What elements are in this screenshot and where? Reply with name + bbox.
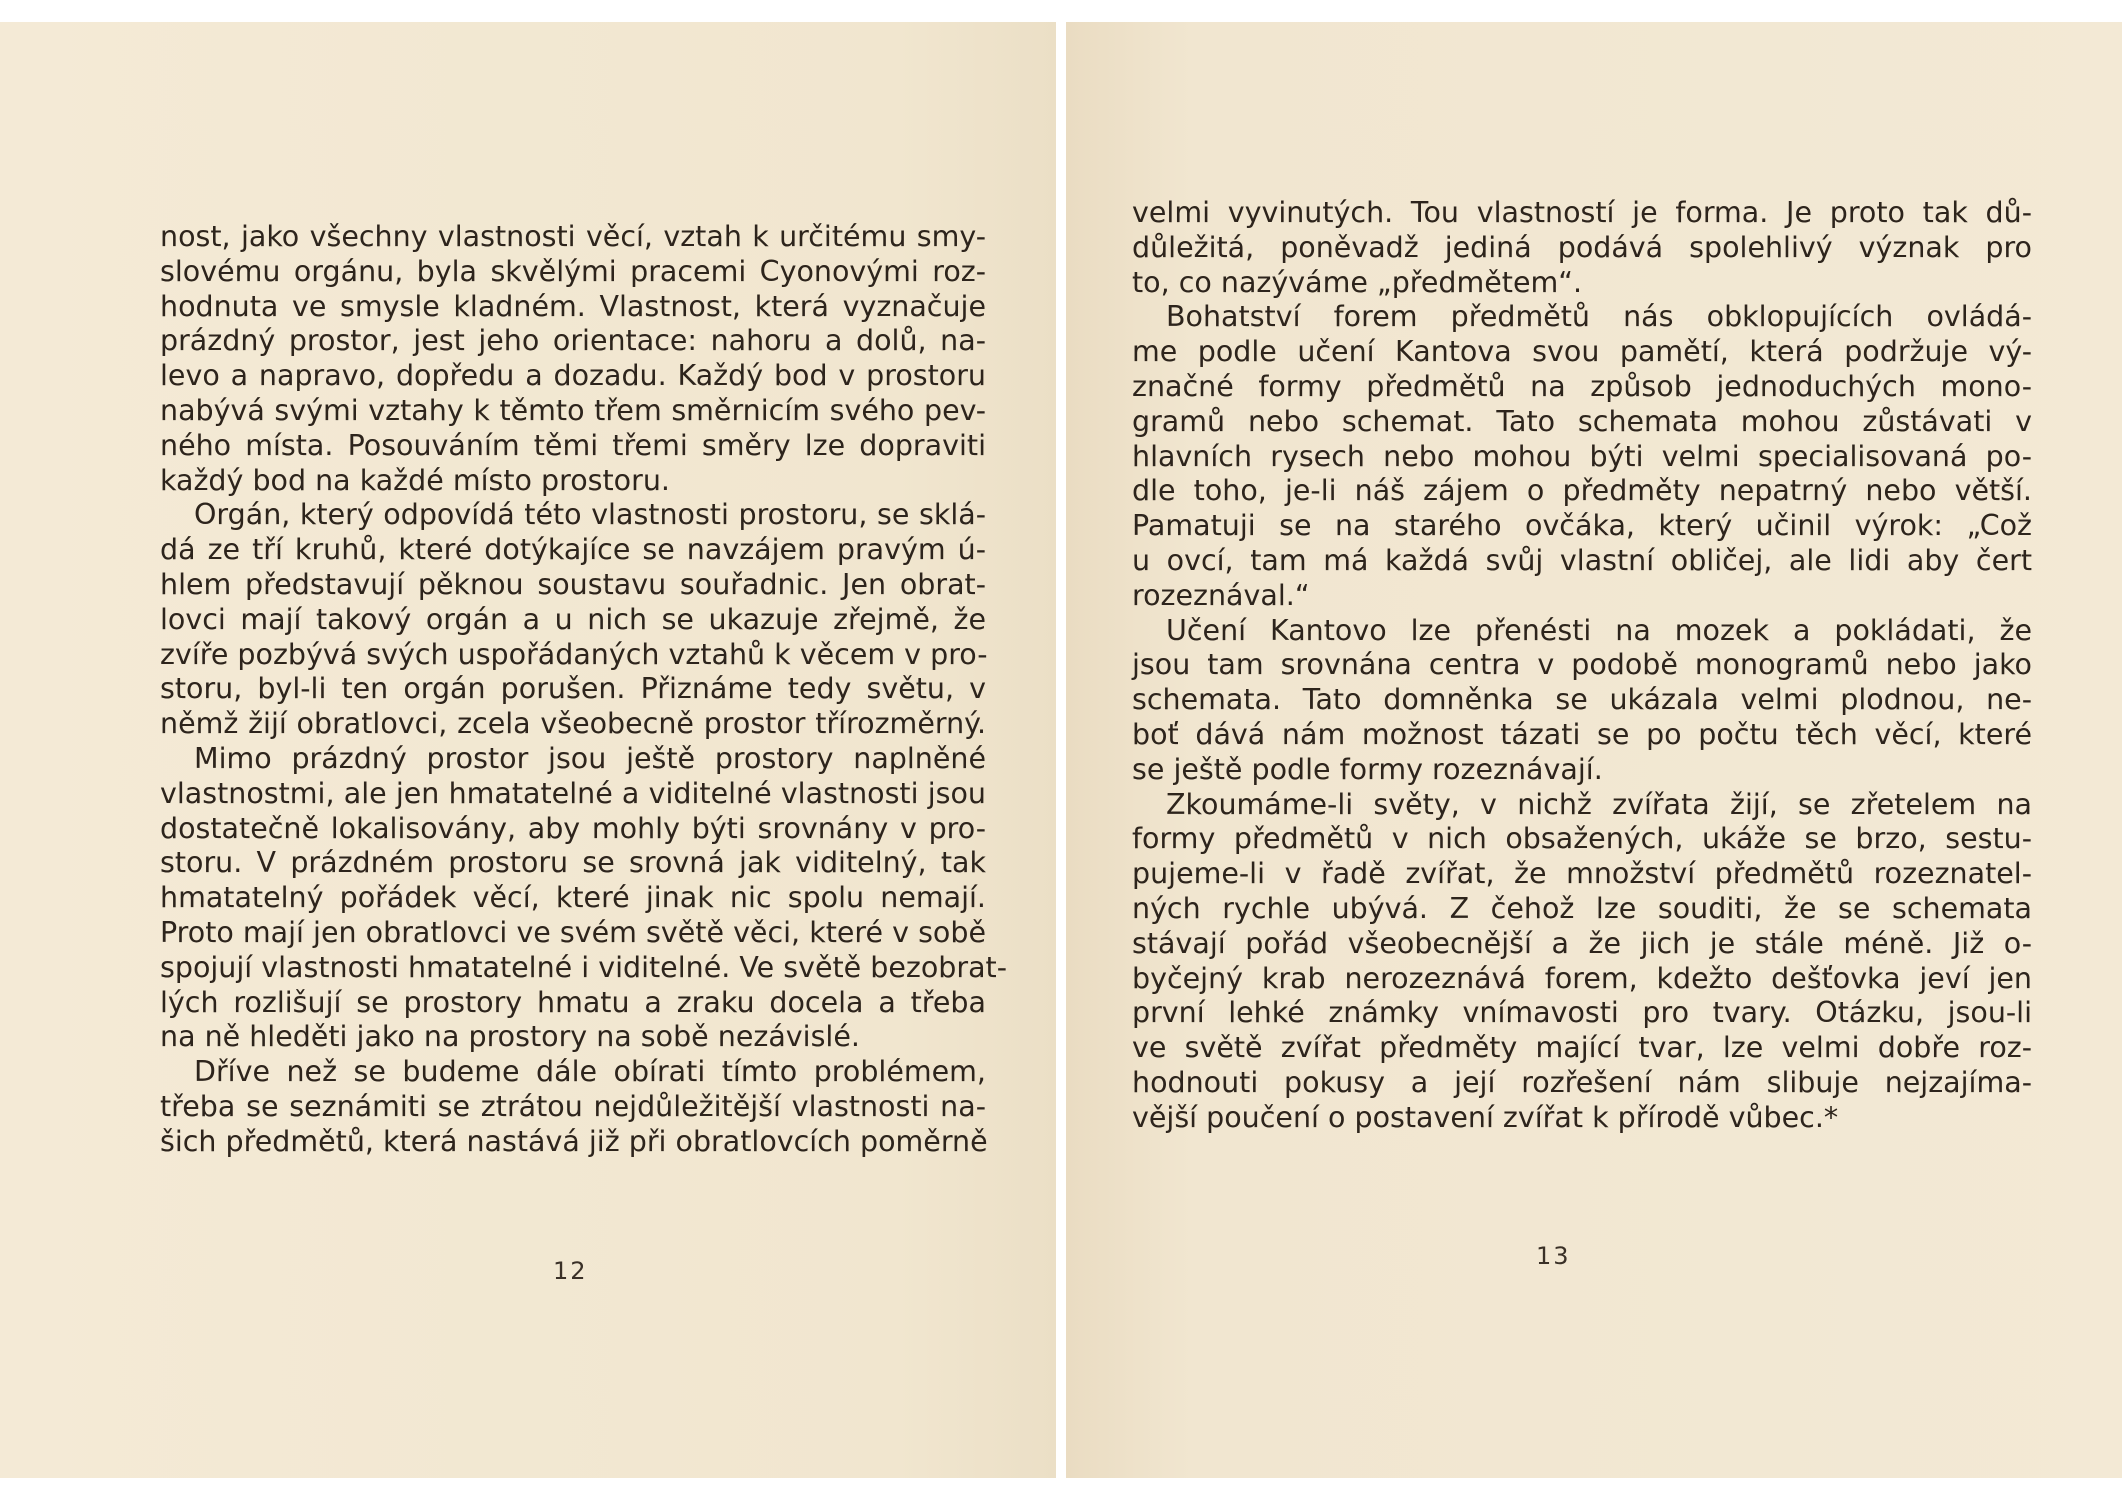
text-line: to, co nazýváme „předmětem“. — [1132, 265, 1583, 299]
text-line: hodnouti pokusy a její rozřešení nám slibuje nejzajíma- — [1132, 1065, 2032, 1099]
text-line: gramů nebo schemat. Tato schemata mohou zůstávati v — [1132, 404, 2032, 438]
text-line: lých rozlišují se prostory hmatu a zraku docela a třeba — [160, 985, 986, 1019]
text-line: spojují vlastnosti hmatatelné i viditelné. Ve světě bezobrat- — [160, 950, 1007, 984]
text-line: Pamatuji se na starého ovčáka, který učinil výrok: „Což — [1132, 509, 2032, 543]
text-line: formy předmětů v nich obsažených, ukáže se brzo, sestu- — [1132, 822, 2032, 856]
right-page — [1066, 22, 2122, 1478]
text-line: dá ze tří kruhů, které dotýkajíce se navzájem pravým ú- — [160, 533, 986, 567]
text-line: dle toho, je-li náš zájem o předměty nepatrný nebo větší. — [1132, 474, 2032, 508]
text-line: ného místa. Posouváním těmi třemi směry lze dopraviti — [160, 428, 986, 462]
text-line: Dříve než se budeme dále obírati tímto problémem, — [194, 1055, 986, 1089]
text-line: zvíře pozbývá svých uspořádaných vztahů k věcem v pro- — [160, 637, 988, 671]
page-number: 13 — [1536, 1242, 1571, 1270]
text-line: každý bod na každé místo prostoru. — [160, 463, 670, 497]
text-line: hodnuta ve smysle kladném. Vlastnost, která vyznačuje — [160, 289, 986, 323]
text-line: třeba se seznámiti se ztrátou nejdůležitější vlastnosti na- — [160, 1089, 986, 1123]
text-line: slovému orgánu, byla skvělými pracemi Cyonovými roz- — [160, 254, 986, 288]
text-line: hlavních rysech nebo mohou býti velmi specialisovaná po- — [1132, 439, 2032, 473]
right-page-text — [1132, 196, 2032, 1136]
text-line: ve světě zvířat předměty mající tvar, lze velmi dobře roz- — [1132, 1031, 2032, 1065]
text-line: velmi vyvinutých. Tou vlastností je forma. Je proto tak dů- — [1132, 196, 2032, 229]
text-line: značné formy předmětů na způsob jednoduchých mono- — [1132, 369, 2032, 403]
text-line: prázdný prostor, jest jeho orientace: nahoru a dolů, na- — [160, 324, 986, 358]
text-line: Orgán, který odpovídá této vlastnosti prostoru, se sklá- — [194, 498, 986, 532]
left-page — [0, 22, 1056, 1478]
text-line: se ještě podle formy rozeznávají. — [1132, 752, 1603, 786]
text-line: Učení Kantovo lze přenésti na mozek a pokládati, že — [1166, 613, 2032, 647]
text-line: důležitá, poněvadž jediná podává spolehlivý význak pro — [1132, 230, 2032, 264]
text-line: nost, jako všechny vlastnosti věcí, vztah k určitému smy- — [160, 220, 986, 253]
text-line: Proto mají jen obratlovci ve svém světě věci, které v sobě — [160, 915, 986, 949]
text-line: hmatatelný pořádek věcí, které jinak nic spolu nemají. — [160, 881, 986, 915]
page-number: 12 — [553, 1257, 588, 1285]
left-page-text — [160, 220, 1007, 1160]
text-line: ných rychle ubývá. Z čehož lze souditi, že se schemata — [1132, 891, 2032, 925]
text-line: rozeznával.“ — [1132, 578, 1310, 612]
text-line: lovci mají takový orgán a u nich se ukazuje zřejmě, že — [160, 602, 986, 636]
text-line: schemata. Tato domněnka se ukázala velmi plodnou, ne- — [1132, 683, 2032, 717]
text-line: němž žijí obratlovci, zcela všeobecně prostor třírozměrný. — [160, 707, 986, 741]
text-line: Bohatství forem předmětů nás obklopujících ovládá- — [1166, 300, 2032, 334]
text-line: šich předmětů, která nastává již při obratlovcích poměrně — [160, 1124, 988, 1158]
text-line: vější poučení o postavení zvířat k přírodě vůbec.* — [1132, 1100, 1839, 1134]
text-line: nabývá svými vztahy k těmto třem směrnicím svého pev- — [160, 393, 986, 427]
text-line: storu. V prázdném prostoru se srovná jak viditelný, tak — [160, 846, 986, 880]
text-line: stávají pořád všeobecnější a že jich je stále méně. Již o- — [1132, 926, 2032, 960]
text-line: na ně hleděti jako na prostory na sobě nezávislé. — [160, 1020, 860, 1054]
text-line: hlem představují pěknou soustavu souřadnic. Jen obrat- — [160, 567, 986, 601]
text-line: byčejný krab nerozeznává forem, kdežto dešťovka jeví jen — [1132, 961, 2032, 995]
text-line: pujeme-li v řadě zvířat, že množství předmětů rozeznatel- — [1132, 857, 2032, 891]
text-line: dostatečně lokalisovány, aby mohly býti srovnány v pro- — [160, 811, 986, 845]
text-line: boť dává nám možnost tázati se po počtu těch věcí, které — [1132, 717, 2032, 751]
text-line: levo a napravo, dopředu a dozadu. Každý bod v prostoru — [160, 359, 986, 393]
text-line: u ovcí, tam má každá svůj vlastní obličej, ale lidi aby čert — [1132, 543, 2032, 577]
text-line: Mimo prázdný prostor jsou ještě prostory naplněné — [194, 741, 986, 775]
text-line: vlastnostmi, ale jen hmatatelné a viditelné vlastnosti jsou — [160, 776, 986, 810]
text-line: storu, byl-li ten orgán porušen. Přiznáme tedy světu, v — [160, 672, 986, 706]
text-line: Zkoumáme-li světy, v nichž zvířata žijí, se zřetelem na — [1166, 787, 2032, 821]
text-line: jsou tam srovnána centra v podobě monogramů nebo jako — [1132, 648, 2032, 682]
text-line: me podle učení Kantova svou pamětí, která podržuje vý- — [1132, 335, 2032, 369]
book-gutter — [1056, 22, 1066, 1478]
text-line: první lehké známky vnímavosti pro tvary. Otázku, jsou-li — [1132, 996, 2032, 1030]
